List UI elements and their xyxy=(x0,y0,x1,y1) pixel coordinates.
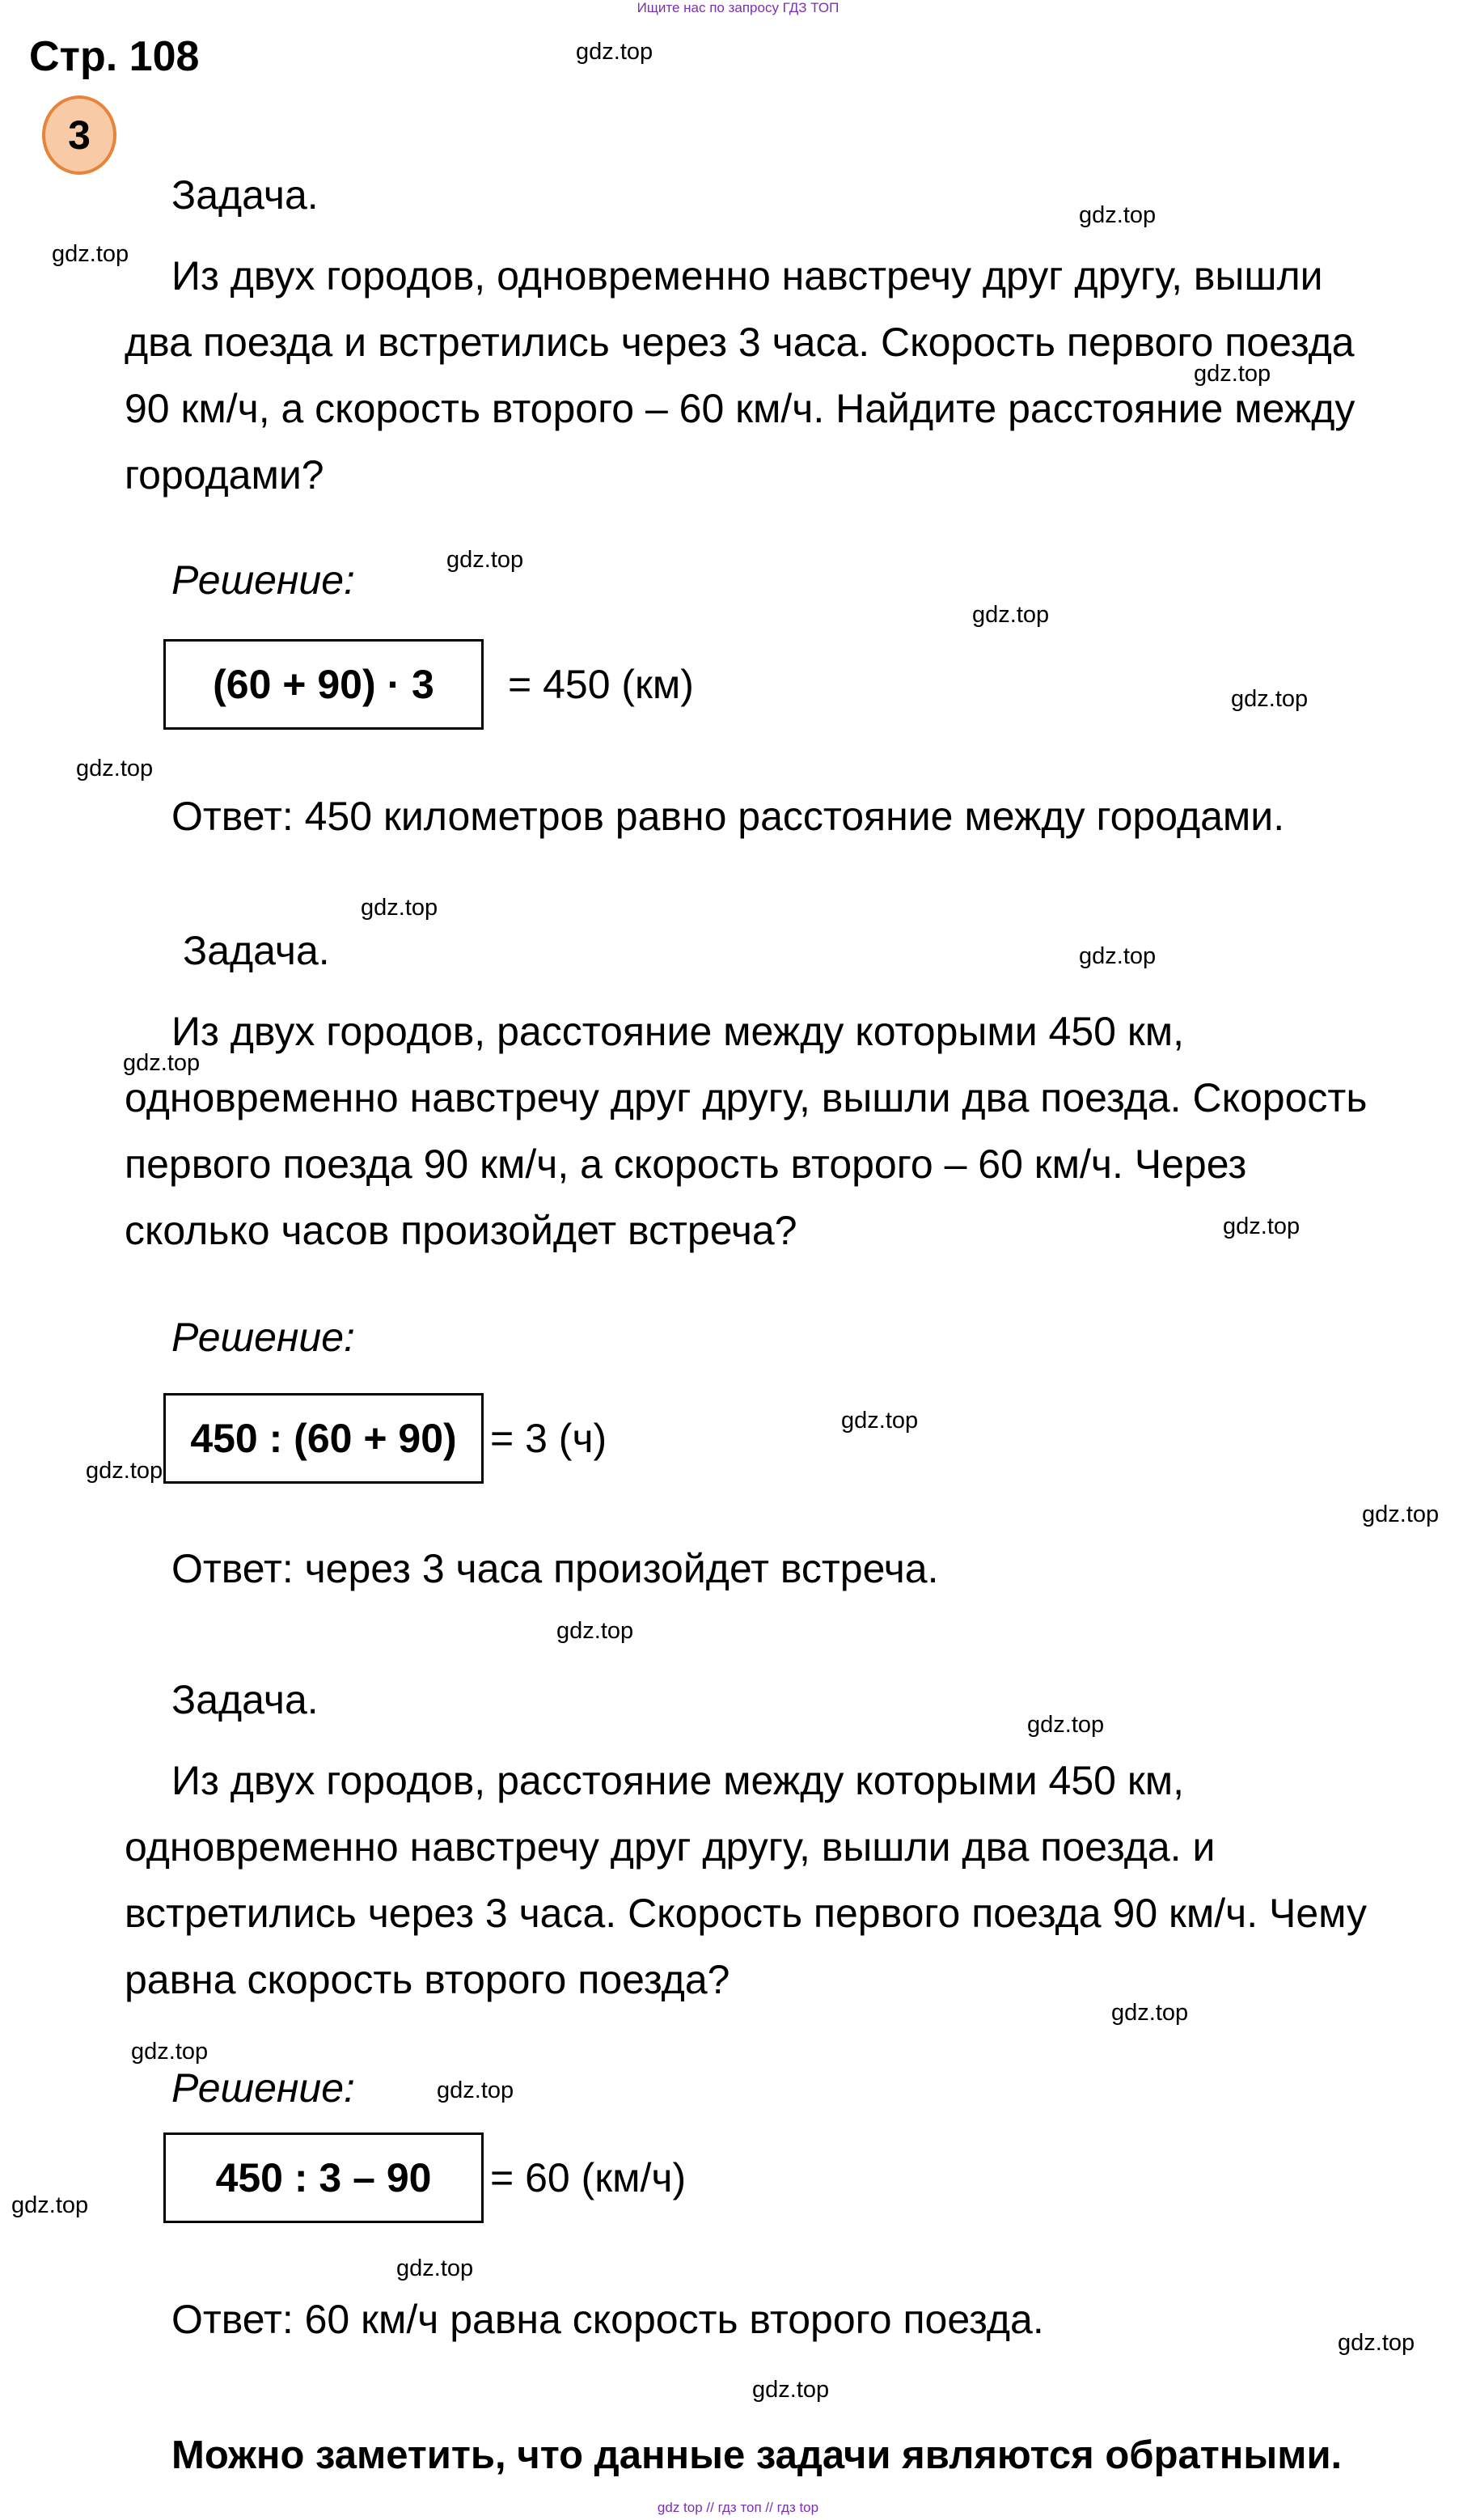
watermark: gdz.top xyxy=(86,1458,163,1484)
task3-solution-label: Решение: xyxy=(171,2065,355,2111)
watermark: gdz.top xyxy=(1338,2330,1415,2356)
watermark: gdz.top xyxy=(446,547,524,573)
search-note: Ищите нас по запросу ГДЗ ТОП xyxy=(636,0,840,15)
task3-heading: Задача. xyxy=(171,1677,319,1722)
conclusion: Можно заметить, что данные задачи являются обратными. xyxy=(171,2433,1343,2477)
watermark: gdz.top xyxy=(1362,1501,1440,1527)
watermark: gdz.top xyxy=(1079,202,1157,228)
watermark: gdz.top xyxy=(11,2192,89,2218)
watermark: gdz.top xyxy=(841,1408,919,1434)
task3-answer: Ответ: 60 км/ч равна скорость второго поезда. xyxy=(171,2297,1044,2342)
watermark: gdz.top xyxy=(52,241,129,267)
task3-result: = 60 (км/ч) xyxy=(490,2155,687,2200)
task2-expression-box: 450 : (60 + 90) xyxy=(163,1393,484,1484)
task1-line: Из двух городов, одновременно навстречу друг другу, вышли xyxy=(171,253,1323,299)
watermark: gdz.top xyxy=(576,39,653,65)
task2-heading: Задача. xyxy=(183,928,330,973)
watermark: gdz.top xyxy=(1111,2000,1189,2026)
footer-note: gdz top // гдз топ // гдз top xyxy=(657,2500,819,2515)
watermark: gdz.top xyxy=(396,2255,474,2281)
exercise-number-badge: 3 xyxy=(42,95,116,175)
task1-line: городами? xyxy=(125,452,324,498)
watermark: gdz.top xyxy=(1079,943,1157,969)
page-title: Стр. 108 xyxy=(29,33,200,80)
task3-line: одновременно навстречу друг другу, вышли два поезда. и xyxy=(125,1824,1216,1870)
watermark: gdz.top xyxy=(123,1050,201,1076)
watermark: gdz.top xyxy=(1027,1712,1105,1738)
watermark: gdz.top xyxy=(1194,361,1271,387)
task1-line: два поезда и встретились через 3 часа. Скорость первого поезда xyxy=(125,320,1355,365)
watermark: gdz.top xyxy=(752,2377,830,2403)
task2-line: Из двух городов, расстояние между которыми 450 км, xyxy=(171,1009,1184,1054)
task1-line: 90 км/ч, а скорость второго – 60 км/ч. Найдите расстояние между xyxy=(125,386,1355,431)
watermark: gdz.top xyxy=(361,895,438,921)
watermark: gdz.top xyxy=(972,602,1050,628)
watermark: gdz.top xyxy=(131,2039,209,2065)
task2-result: = 3 (ч) xyxy=(490,1416,607,1461)
task2-line: одновременно навстречу друг другу, вышли два поезда. Скорость xyxy=(125,1075,1368,1120)
task1-heading: Задача. xyxy=(171,172,319,218)
task1-result: = 450 (км) xyxy=(508,662,694,707)
task1-expression-box: (60 + 90) · 3 xyxy=(163,639,484,730)
watermark: gdz.top xyxy=(1223,1213,1300,1239)
task2-line: первого поезда 90 км/ч, а скорость второго – 60 км/ч. Через xyxy=(125,1141,1247,1187)
watermark: gdz.top xyxy=(76,756,154,781)
task1-answer: Ответ: 450 километров равно расстояние между городами. xyxy=(171,794,1285,839)
task3-line: равна скорость второго поезда? xyxy=(125,1957,730,2002)
task1-solution-label: Решение: xyxy=(171,557,355,603)
task2-solution-label: Решение: xyxy=(171,1315,355,1360)
watermark: gdz.top xyxy=(1231,686,1309,712)
task2-answer: Ответ: через 3 часа произойдет встреча. xyxy=(171,1546,939,1591)
watermark: gdz.top xyxy=(556,1618,634,1644)
task3-expression-box: 450 : 3 – 90 xyxy=(163,2132,484,2223)
watermark: gdz.top xyxy=(437,2077,514,2103)
task2-line: сколько часов произойдет встреча? xyxy=(125,1208,797,1253)
task3-line: Из двух городов, расстояние между которыми 450 км, xyxy=(171,1758,1184,1803)
task3-line: встретились через 3 часа. Скорость первого поезда 90 км/ч. Чему xyxy=(125,1891,1368,1936)
